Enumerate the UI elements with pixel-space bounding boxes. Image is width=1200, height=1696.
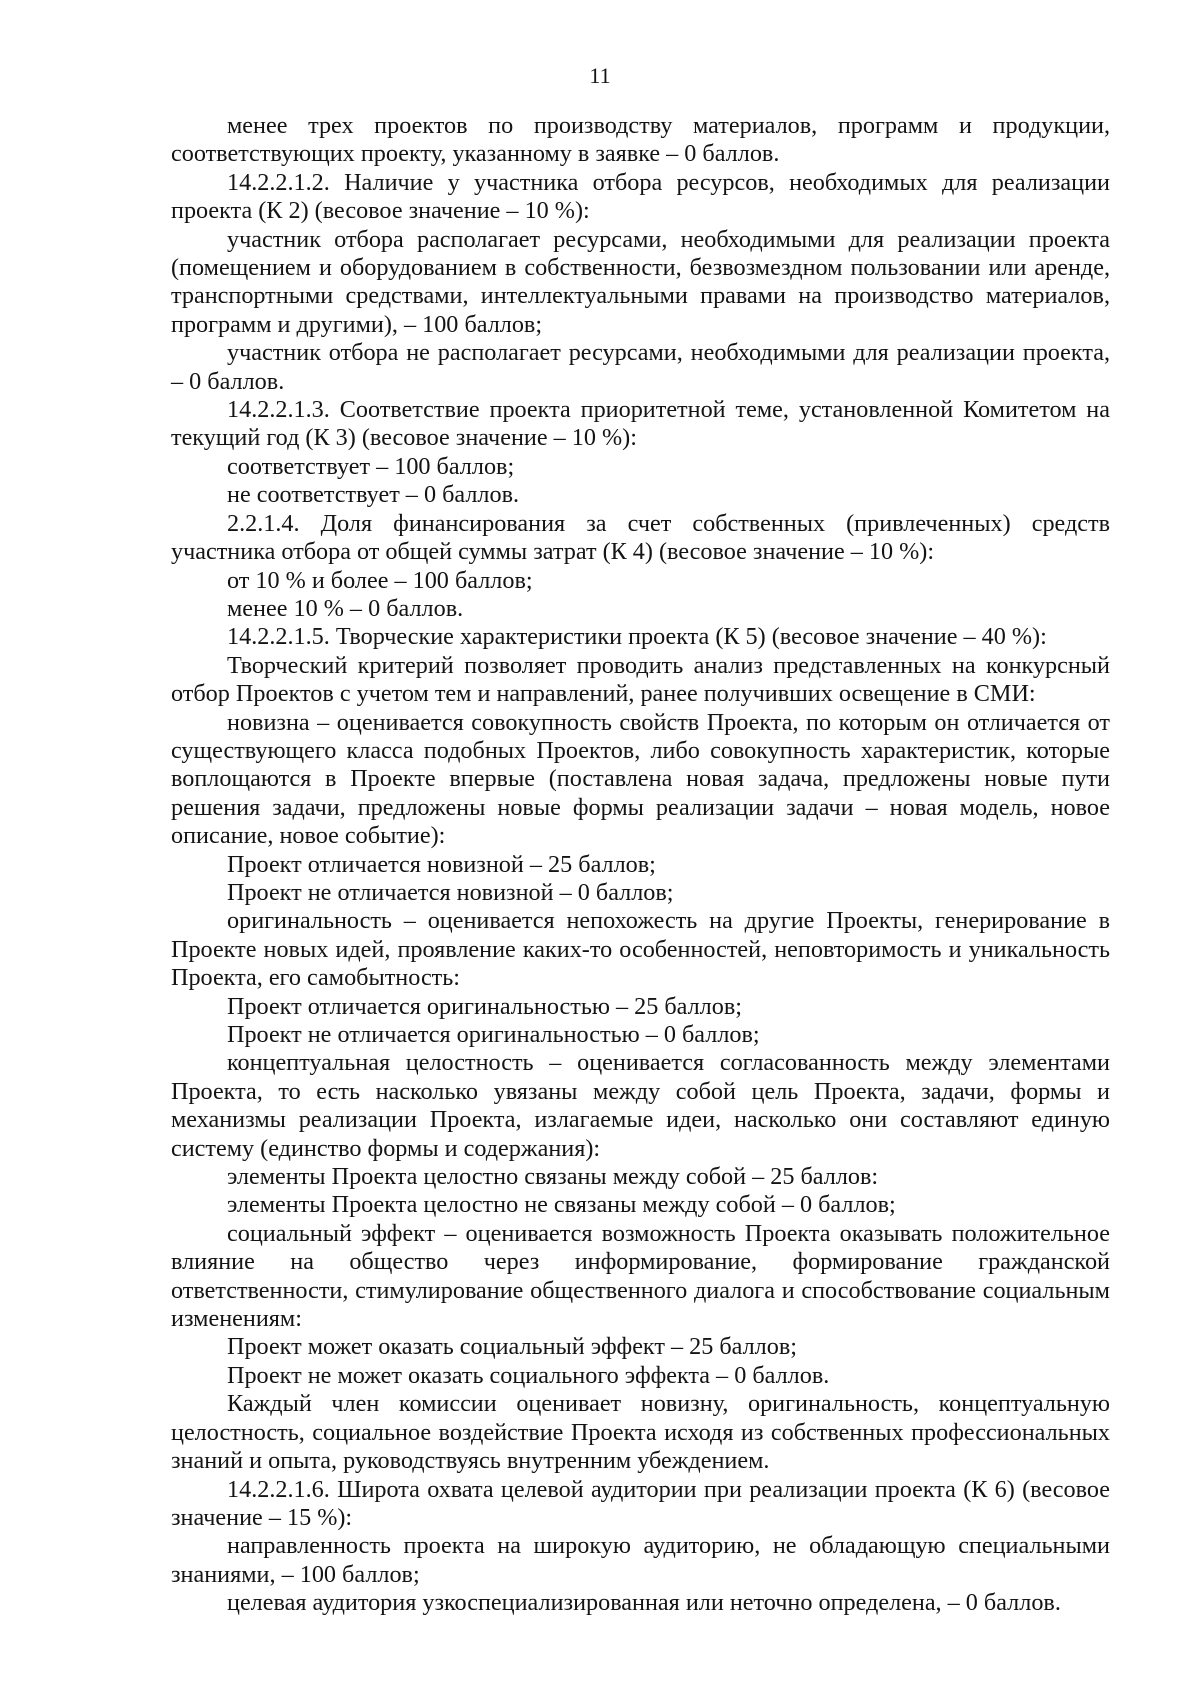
paragraph: менее трех проектов по производству материалов, программ и продукции, соответствующих проекту, указанному в заявке – 0 баллов. <box>171 112 1110 168</box>
paragraph: Проект не отличается оригинальностью – 0 баллов; <box>227 1021 760 1048</box>
paragraph: 14.2.2.1.3. Соответствие проекта приоритетной теме, установленной Комитетом на текущий год (К 3) (весовое значение – 10 %): <box>171 396 1110 452</box>
paragraph: целевая аудитория узкоспециализированная или неточно определена, – 0 баллов. <box>227 1589 1061 1617</box>
paragraph: 2.2.1.4. Доля финансирования за счет собственных (привлеченных) средств участника отбора от общей суммы затрат (К 4) (весовое значение – 10 %): <box>171 509 1110 566</box>
paragraph: элементы Проекта целостно не связаны между собой – 0 баллов; <box>227 1191 896 1219</box>
paragraph: Проект не отличается новизной – 0 баллов; <box>227 878 674 906</box>
paragraph: элементы Проекта целостно связаны между собой – 25 баллов: <box>227 1163 879 1191</box>
paragraph: новизна – оценивается совокупность свойств Проекта, по которым он отличается от существующего класса подобных Проектов, либо совокупность характеристик, которые воплощаются в Проекте впервые (поставлена новая задача, предложены новые пути решения задачи, предложены новые формы реализации задачи – новая модель, новое описание, новое событие): <box>171 708 1110 850</box>
paragraph: Проект отличается новизной – 25 баллов; <box>227 850 656 878</box>
paragraph: участник отбора не располагает ресурсами, необходимыми для реализации проекта, – 0 баллов. <box>171 339 1110 395</box>
paragraph: менее 10 % – 0 баллов. <box>227 594 464 622</box>
paragraph: 14.2.2.1.2. Наличие у участника отбора ресурсов, необходимых для реализации проекта (К 2) (весовое значение – 10 %): <box>171 168 1110 225</box>
paragraph: соответствует – 100 баллов; <box>227 452 515 480</box>
paragraph: направленность проекта на широкую аудиторию, не обладающую специальными знаниями, – 100 баллов; <box>171 1532 1110 1588</box>
paragraph: концептуальная целостность – оценивается согласованность между элементами Проекта, то есть насколько увязаны между собой цель Проекта, задачи, формы и механизмы реализации Проекта, излагаемые идеи, насколько они составляют единую систему (единство формы и содержания): <box>171 1049 1110 1162</box>
page-number: 11 <box>589 63 611 88</box>
paragraph: не соответствует – 0 баллов. <box>227 481 520 509</box>
paragraph: от 10 % и более – 100 баллов; <box>227 566 533 594</box>
paragraph: 14.2.2.1.6. Широта охвата целевой аудитории при реализации проекта (К 6) (весовое значение – 15 %): <box>171 1475 1110 1531</box>
paragraph: Проект может оказать социальный эффект – 25 баллов; <box>227 1333 797 1361</box>
document-body <box>171 112 1110 1618</box>
paragraph: социальный эффект – оценивается возможность Проекта оказывать положительное влияние на общество через информирование, формирование гражданской ответственности, стимулирование общественного диалога и способствование социальным изменениям: <box>171 1219 1110 1333</box>
paragraph: Творческий критерий позволяет проводить анализ представленных на конкурсный отбор Проектов с учетом тем и направлений, ранее получивших освещение в СМИ: <box>171 651 1110 708</box>
paragraph: оригинальность – оценивается непохожесть на другие Проекты, генерирование в Проекте новых идей, проявление каких-то особенностей, неповторимость и уникальность Проекта, его самобытность: <box>171 907 1110 992</box>
paragraph: Проект не может оказать социального эффекта – 0 баллов. <box>227 1361 830 1389</box>
paragraph: 14.2.2.1.5. Творческие характеристики проекта (К 5) (весовое значение – 40 %): <box>227 623 1047 651</box>
paragraph: участник отбора располагает ресурсами, необходимыми для реализации проекта (помещением и оборудованием в собственности, безвозмездном пользовании или аренде, транспортными средствами, интеллектуальными правами на производство материалов, программ и другими), – 100 баллов; <box>171 225 1110 338</box>
paragraph: Проект отличается оригинальностью – 25 баллов; <box>227 992 742 1020</box>
paragraph: Каждый член комиссии оценивает новизну, оригинальность, концептуальную целостность, социальное воздействие Проекта исходя из собственных профессиональных знаний и опыта, руководствуясь внутренним убеждением. <box>171 1390 1110 1475</box>
